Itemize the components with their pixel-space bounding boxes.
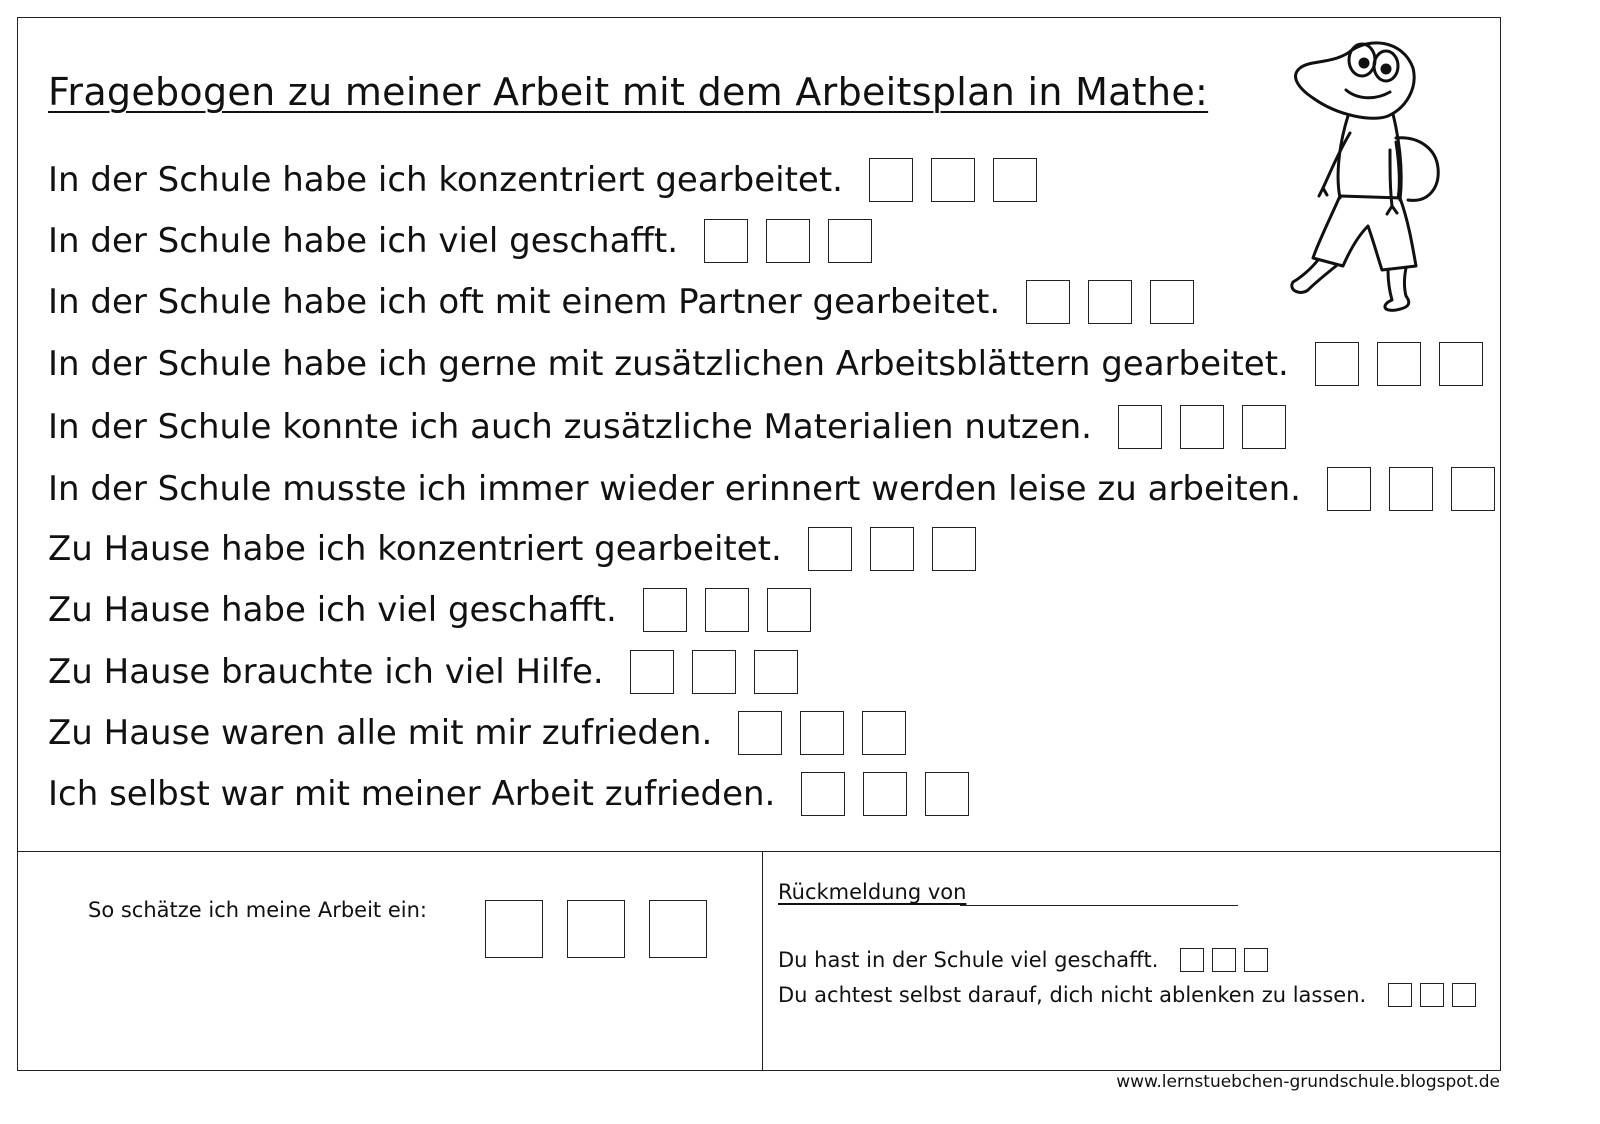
rating-checkbox[interactable] [767, 588, 811, 632]
rating-checkbox[interactable] [1327, 467, 1371, 511]
rating-checkbox[interactable] [1026, 280, 1070, 324]
rating-checkbox[interactable] [643, 588, 687, 632]
rating-checkbox[interactable] [828, 219, 872, 263]
rating-checkbox[interactable] [630, 650, 674, 694]
question-text: In der Schule habe ich konzentriert gearbeitet. [48, 160, 843, 200]
rating-boxes [643, 588, 811, 632]
question-text: In der Schule musste ich immer wieder erinnert werden leise zu arbeiten. [48, 469, 1301, 509]
rating-boxes [738, 711, 906, 755]
rating-boxes [869, 158, 1037, 202]
question-row [48, 772, 969, 816]
feedback-text: Du hast in der Schule viel geschafft. [778, 948, 1159, 972]
question-row [48, 405, 1286, 449]
rating-checkbox[interactable] [869, 158, 913, 202]
rating-checkbox[interactable] [1150, 280, 1194, 324]
self-assessment-boxes [485, 900, 707, 958]
question-row [48, 280, 1194, 324]
rating-checkbox[interactable] [800, 711, 844, 755]
feedback-item [778, 948, 1268, 972]
rating-checkbox[interactable] [649, 900, 707, 958]
rating-checkbox[interactable] [1315, 342, 1359, 386]
rating-boxes [1315, 342, 1483, 386]
rating-checkbox[interactable] [1377, 342, 1421, 386]
rating-checkbox[interactable] [705, 588, 749, 632]
rating-checkbox[interactable] [925, 772, 969, 816]
rating-checkbox[interactable] [1088, 280, 1132, 324]
rating-boxes [1327, 467, 1495, 511]
feedback-signature-line[interactable] [960, 905, 1238, 906]
rating-checkbox[interactable] [1242, 405, 1286, 449]
rating-checkbox[interactable] [932, 527, 976, 571]
rating-boxes [1118, 405, 1286, 449]
section-divider [17, 851, 1501, 852]
rating-checkbox[interactable] [1244, 948, 1268, 972]
question-text: Ich selbst war mit meiner Arbeit zufrieden. [48, 774, 776, 814]
question-row [48, 219, 872, 263]
rating-checkbox[interactable] [870, 527, 914, 571]
question-row [48, 342, 1483, 386]
self-assessment-label: So schätze ich meine Arbeit ein: [88, 898, 427, 922]
rating-boxes [808, 527, 976, 571]
question-text: Zu Hause brauchte ich viel Hilfe. [48, 652, 604, 692]
column-divider [762, 851, 763, 1071]
rating-boxes [704, 219, 872, 263]
rating-checkbox[interactable] [754, 650, 798, 694]
rating-checkbox[interactable] [1451, 467, 1495, 511]
rating-checkbox[interactable] [1388, 983, 1412, 1007]
rating-checkbox[interactable] [1389, 467, 1433, 511]
rating-checkbox[interactable] [862, 711, 906, 755]
rating-checkbox[interactable] [863, 772, 907, 816]
question-text: In der Schule habe ich oft mit einem Partner gearbeitet. [48, 282, 1001, 322]
question-row [48, 527, 976, 571]
feedback-heading [778, 880, 966, 904]
rating-checkbox[interactable] [801, 772, 845, 816]
rating-checkbox[interactable] [766, 219, 810, 263]
rating-boxes [801, 772, 969, 816]
question-text: Zu Hause waren alle mit mir zufrieden. [48, 713, 713, 753]
question-text: In der Schule habe ich viel geschafft. [48, 221, 678, 261]
rating-checkbox[interactable] [808, 527, 852, 571]
question-row [48, 467, 1495, 511]
rating-checkbox[interactable] [692, 650, 736, 694]
rating-checkbox[interactable] [1420, 983, 1444, 1007]
question-text: Zu Hause habe ich konzentriert gearbeitet. [48, 529, 782, 569]
rating-boxes [1388, 983, 1476, 1007]
rating-checkbox[interactable] [704, 219, 748, 263]
footer-url: www.lernstuebchen-grundschule.blogspot.de [1116, 1072, 1500, 1092]
rating-checkbox[interactable] [485, 900, 543, 958]
rating-checkbox[interactable] [1452, 983, 1476, 1007]
question-row [48, 158, 1037, 202]
rating-checkbox[interactable] [1439, 342, 1483, 386]
rating-checkbox[interactable] [1212, 948, 1236, 972]
question-row [48, 588, 811, 632]
rating-checkbox[interactable] [1180, 948, 1204, 972]
question-text: In der Schule habe ich gerne mit zusätzlichen Arbeitsblättern gearbeitet. [48, 344, 1289, 384]
rating-checkbox[interactable] [1180, 405, 1224, 449]
rating-checkbox[interactable] [738, 711, 782, 755]
page-title: Fragebogen zu meiner Arbeit mit dem Arbeitsplan in Mathe: [48, 70, 1209, 114]
rating-checkbox[interactable] [1118, 405, 1162, 449]
rating-checkbox[interactable] [567, 900, 625, 958]
rating-boxes [1026, 280, 1194, 324]
question-row [48, 711, 906, 755]
feedback-heading-label: Rückmeldung von [778, 880, 967, 904]
question-text: Zu Hause habe ich viel geschafft. [48, 590, 617, 630]
rating-boxes [1180, 948, 1268, 972]
rating-checkbox[interactable] [931, 158, 975, 202]
question-row [48, 650, 798, 694]
frog-with-backpack-icon [1278, 38, 1458, 328]
rating-boxes [630, 650, 798, 694]
feedback-text: Du achtest selbst darauf, dich nicht ablenken zu lassen. [778, 983, 1367, 1007]
question-text: In der Schule konnte ich auch zusätzliche Materialien nutzen. [48, 407, 1092, 447]
rating-checkbox[interactable] [993, 158, 1037, 202]
feedback-item [778, 983, 1476, 1007]
